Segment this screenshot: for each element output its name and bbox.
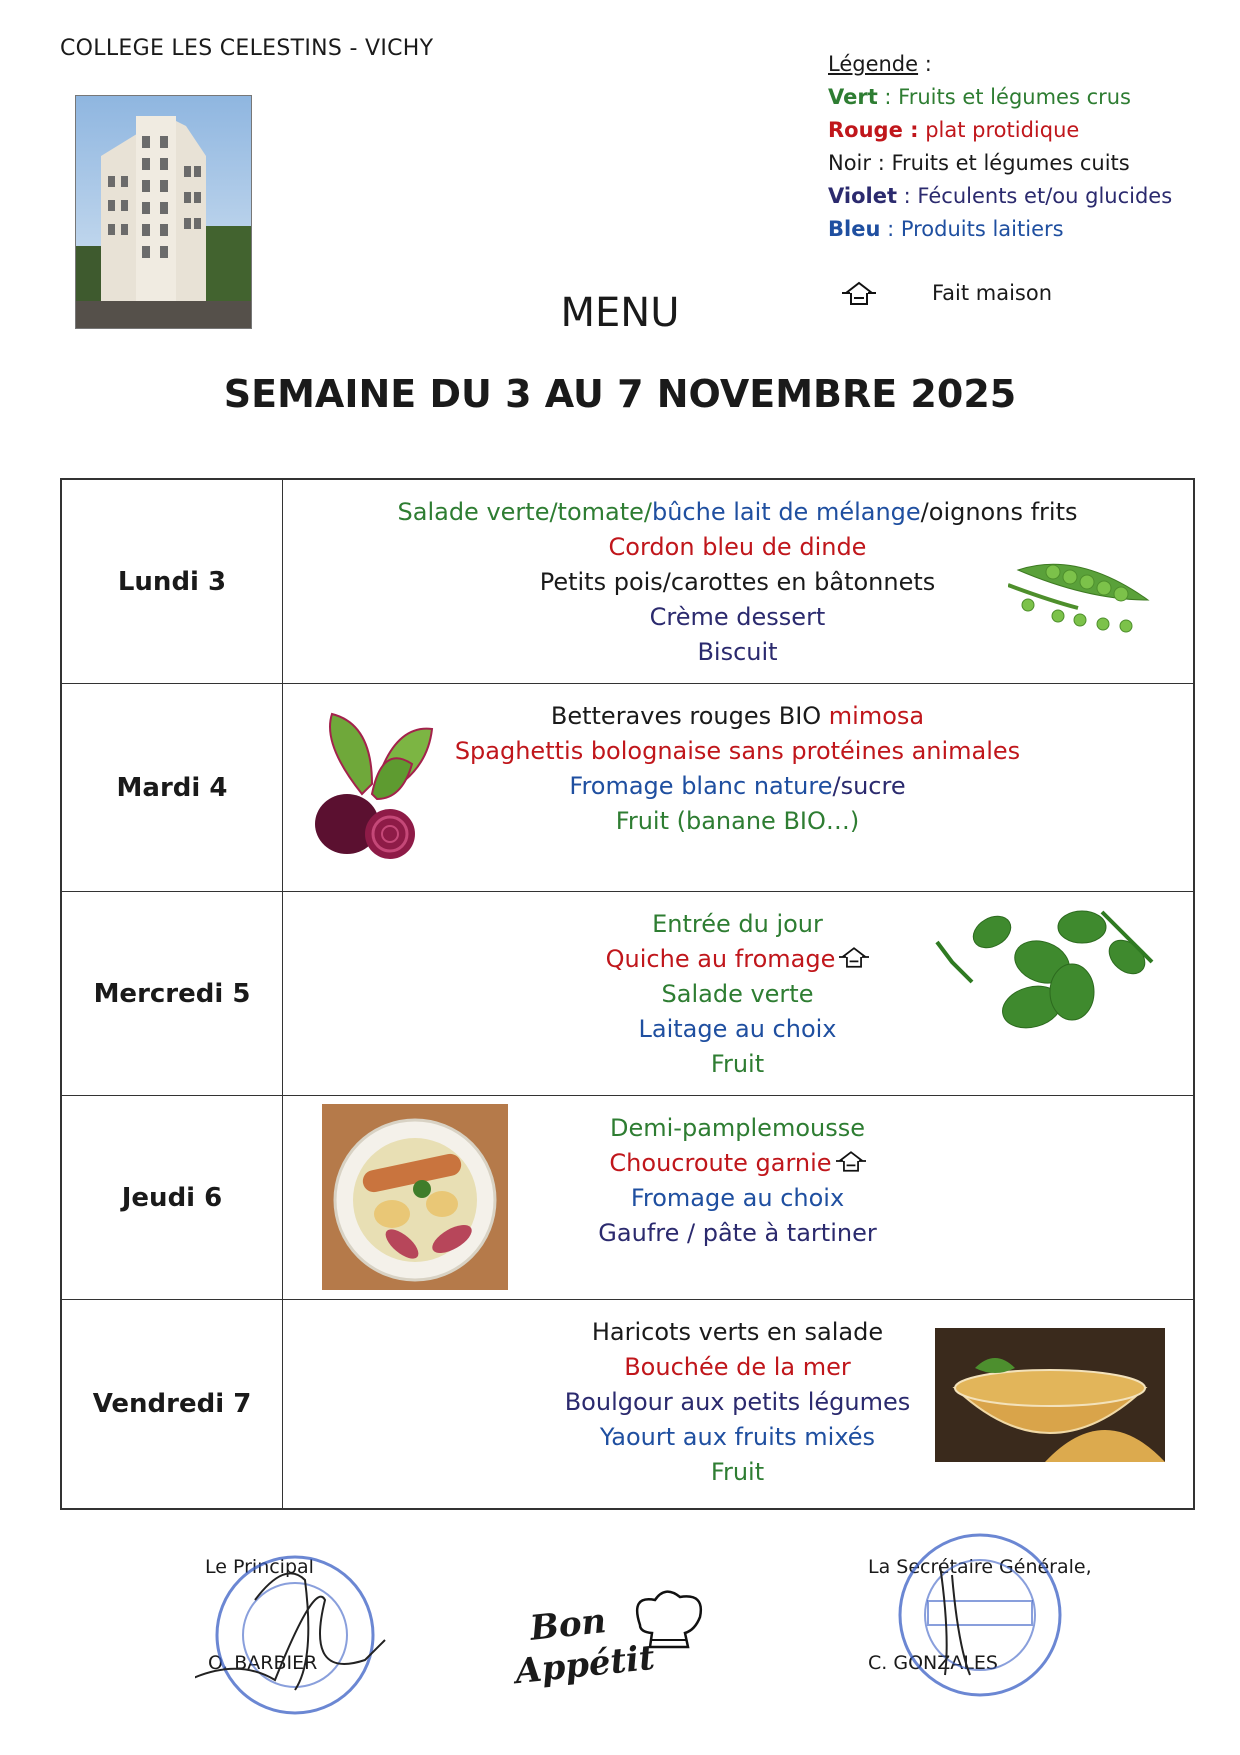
dish-line bbox=[282, 498, 1193, 526]
legend-text-violet: : Féculents et/ou glucides bbox=[897, 184, 1173, 208]
day-label: Mercredi 5 bbox=[62, 892, 283, 1095]
bon-text: Bon bbox=[528, 1601, 609, 1649]
legend-key-black: Noir bbox=[828, 151, 872, 175]
legend-text-red: plat protidique bbox=[918, 118, 1080, 142]
legend-text-blue: : Produits laitiers bbox=[880, 217, 1064, 241]
legend-title: Légende bbox=[828, 52, 919, 76]
dish-line bbox=[282, 638, 1193, 666]
menu-row-vendredi bbox=[62, 1300, 1193, 1508]
beetroot-icon bbox=[302, 704, 442, 864]
dish-part: mimosa bbox=[828, 702, 925, 730]
legend-key-violet: Violet bbox=[828, 184, 897, 208]
dish-part: Gaufre / pâte à tartiner bbox=[598, 1219, 877, 1247]
legend-text-black: : Fruits et légumes cuits bbox=[871, 151, 1130, 175]
legend-key-green: Vert bbox=[828, 85, 878, 109]
dishes-cell bbox=[282, 684, 1193, 891]
legend-text-green: : Fruits et légumes crus bbox=[877, 85, 1132, 109]
legend-key-red: Rouge : bbox=[828, 118, 919, 142]
dish-part: Haricots verts en salade bbox=[591, 1318, 884, 1346]
principal-title: Le Principal bbox=[205, 1556, 314, 1578]
dish-part: Petits pois/carottes en bâtonnets bbox=[539, 568, 936, 596]
legend-title-suffix: : bbox=[918, 52, 932, 76]
menu-table bbox=[60, 478, 1195, 1510]
dish-part: Fromage blanc nature bbox=[569, 772, 833, 800]
appetit-text: Appétit bbox=[513, 1637, 657, 1693]
menu-title bbox=[0, 290, 1240, 336]
dish-part: Salade verte bbox=[661, 980, 814, 1008]
dish-part: Fruit bbox=[710, 1458, 765, 1486]
dish-part: Betteraves rouges BIO bbox=[550, 702, 829, 730]
day-label: Mardi 4 bbox=[62, 684, 283, 891]
menu-row-jeudi bbox=[62, 1096, 1193, 1300]
school-stamp-left bbox=[195, 1540, 395, 1725]
dish-part: /sucre bbox=[832, 772, 906, 800]
peas-icon bbox=[1008, 550, 1158, 640]
dish-part: Bouchée de la mer bbox=[624, 1353, 851, 1381]
homemade-house-icon bbox=[839, 945, 869, 969]
day-label: Lundi 3 bbox=[62, 480, 283, 683]
bulgur-bowl-icon bbox=[935, 1328, 1165, 1462]
secretary-title: La Secrétaire Générale, bbox=[868, 1556, 1092, 1578]
dish-part: Boulgour aux petits légumes bbox=[564, 1388, 911, 1416]
dish-part: Crème dessert bbox=[649, 603, 826, 631]
secretary-name: C. GONZALES bbox=[868, 1652, 998, 1674]
dish-part: Fromage au choix bbox=[630, 1184, 845, 1212]
principal-name: O. BARBIER bbox=[208, 1652, 318, 1674]
bon-appetit-logo bbox=[510, 1585, 720, 1705]
dish-part: Yaourt aux fruits mixés bbox=[599, 1423, 876, 1451]
day-label: Vendredi 7 bbox=[62, 1300, 283, 1508]
dish-line bbox=[282, 1458, 1193, 1486]
week-title: SEMAINE DU 3 AU 7 NOVEMBRE 2025 bbox=[223, 372, 1017, 416]
dish-line bbox=[282, 1050, 1193, 1078]
dish-part: Spaghettis bolognaise sans protéines animales bbox=[454, 737, 1021, 765]
dish-part: Choucroute garnie bbox=[609, 1149, 832, 1177]
legend bbox=[828, 48, 1172, 246]
day-label: Jeudi 6 bbox=[62, 1096, 283, 1299]
dish-part: Entrée du jour bbox=[652, 910, 823, 938]
dishes-cell bbox=[282, 480, 1193, 683]
menu-title-text: MENU bbox=[560, 290, 680, 336]
school-name: COLLEGE LES CELESTINS - VICHY bbox=[60, 36, 434, 61]
dish-part: Cordon bleu de dinde bbox=[608, 533, 867, 561]
homemade-house-icon bbox=[836, 1149, 866, 1173]
homemade-label: Fait maison bbox=[932, 281, 1053, 305]
dish-part: Fruit bbox=[710, 1050, 765, 1078]
legend-key-blue: Bleu bbox=[828, 217, 881, 241]
menu-row-mercredi bbox=[62, 892, 1193, 1096]
dish-part: Biscuit bbox=[697, 638, 778, 666]
menu-row-mardi bbox=[62, 684, 1193, 892]
dish-part: bûche lait de mélange bbox=[651, 498, 921, 526]
salad-leaves-icon bbox=[932, 902, 1162, 1032]
dishes-cell bbox=[282, 1300, 1193, 1508]
school-stamp-right bbox=[880, 1525, 1080, 1710]
dish-part: /oignons frits bbox=[920, 498, 1078, 526]
choucroute-plate-icon bbox=[322, 1104, 508, 1290]
dish-part: Demi-pamplemousse bbox=[610, 1114, 865, 1142]
dish-part: Salade verte/tomate/ bbox=[397, 498, 652, 526]
dishes-cell bbox=[282, 1096, 1193, 1299]
dish-part: Fruit (banane BIO…) bbox=[615, 807, 860, 835]
dish-part: Laitage au choix bbox=[638, 1015, 837, 1043]
dish-part: Quiche au fromage bbox=[605, 945, 836, 973]
menu-row-lundi bbox=[62, 480, 1193, 684]
dishes-cell bbox=[282, 892, 1193, 1095]
